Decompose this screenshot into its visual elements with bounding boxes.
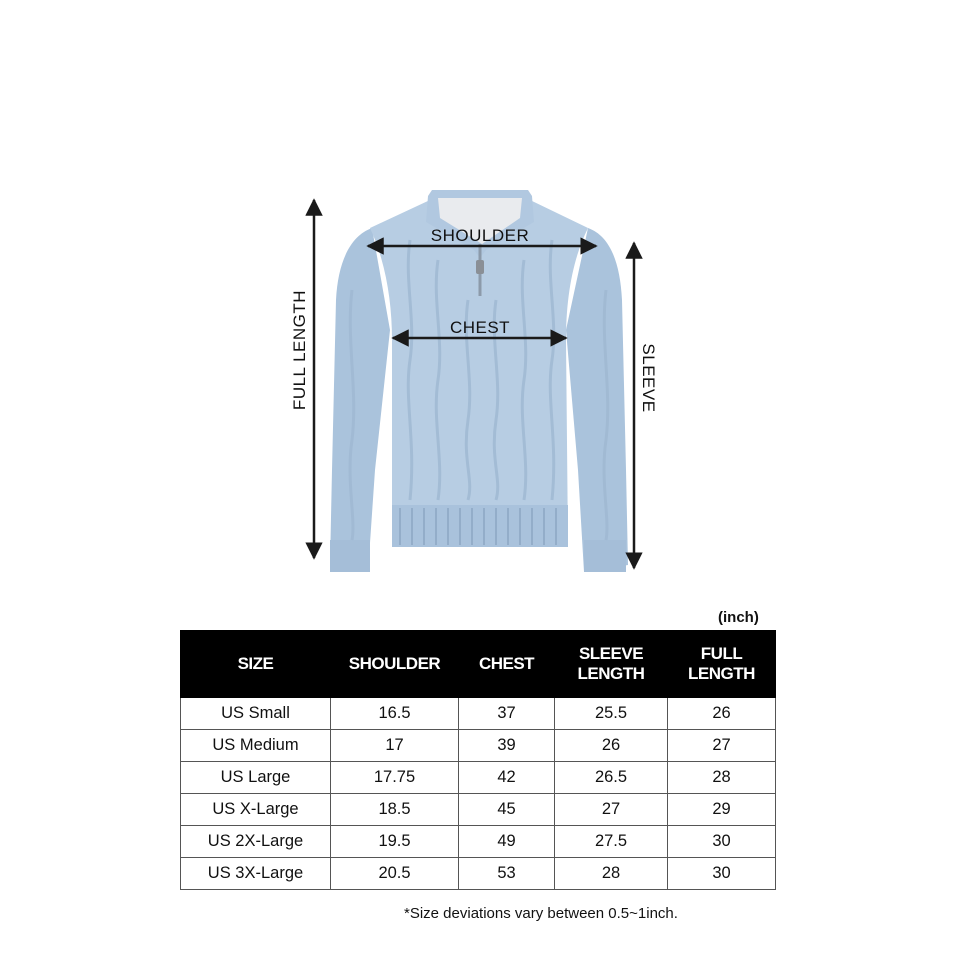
shoulder-label: SHOULDER: [430, 226, 530, 245]
chest-cell: 42: [459, 762, 555, 794]
chest-cell: 53: [459, 858, 555, 890]
sweater-illustration: [330, 190, 628, 572]
table-row: [181, 698, 776, 730]
sleeve-length-cell: 26.5: [555, 762, 668, 794]
sleeve-length-cell: 26: [555, 730, 668, 762]
full-length-cell: 30: [668, 858, 776, 890]
size-cell: US 2X-Large: [181, 826, 331, 858]
table-row: [181, 794, 776, 826]
full-length-cell: 30: [668, 826, 776, 858]
shoulder-cell: 18.5: [331, 794, 459, 826]
shoulder-cell: 17: [331, 730, 459, 762]
chest-cell: 37: [459, 698, 555, 730]
right-sleeve: [566, 228, 628, 572]
size-cell: US Small: [181, 698, 331, 730]
size-cell: US Large: [181, 762, 331, 794]
table-row: [181, 858, 776, 890]
header-chest: CHEST: [459, 631, 555, 698]
sleeve-length-cell: 28: [555, 858, 668, 890]
size-deviation-footnote: *Size deviations vary between 0.5~1inch.: [404, 905, 678, 922]
size-cell: US 3X-Large: [181, 858, 331, 890]
table-row: [181, 730, 776, 762]
sleeve-length-cell: 27.5: [555, 826, 668, 858]
chest-label: CHEST: [449, 318, 511, 337]
full-length-cell: 27: [668, 730, 776, 762]
unit-note: (inch): [718, 609, 759, 626]
chest-cell: 49: [459, 826, 555, 858]
header-full-length: FULL LENGTH: [668, 631, 776, 698]
chest-cell: 45: [459, 794, 555, 826]
size-cell: US Medium: [181, 730, 331, 762]
size-cell: US X-Large: [181, 794, 331, 826]
full-length-cell: 28: [668, 762, 776, 794]
left-sleeve: [330, 228, 390, 572]
table-row: [181, 762, 776, 794]
shoulder-cell: 19.5: [331, 826, 459, 858]
shoulder-cell: 20.5: [331, 858, 459, 890]
full-length-cell: 26: [668, 698, 776, 730]
sleeve-length-cell: 25.5: [555, 698, 668, 730]
header-size: SIZE: [181, 631, 331, 698]
sleeve-label: SLEEVE: [639, 343, 658, 413]
table-row: [181, 826, 776, 858]
header-shoulder: SHOULDER: [331, 631, 459, 698]
header-sleeve-length: SLEEVE LENGTH: [555, 631, 668, 698]
full-length-cell: 29: [668, 794, 776, 826]
sleeve-length-cell: 27: [555, 794, 668, 826]
full-length-label: FULL LENGTH: [290, 289, 309, 411]
chest-cell: 39: [459, 730, 555, 762]
shoulder-cell: 16.5: [331, 698, 459, 730]
size-chart-table: [180, 630, 776, 890]
table-header-row: [181, 631, 776, 698]
shoulder-cell: 17.75: [331, 762, 459, 794]
